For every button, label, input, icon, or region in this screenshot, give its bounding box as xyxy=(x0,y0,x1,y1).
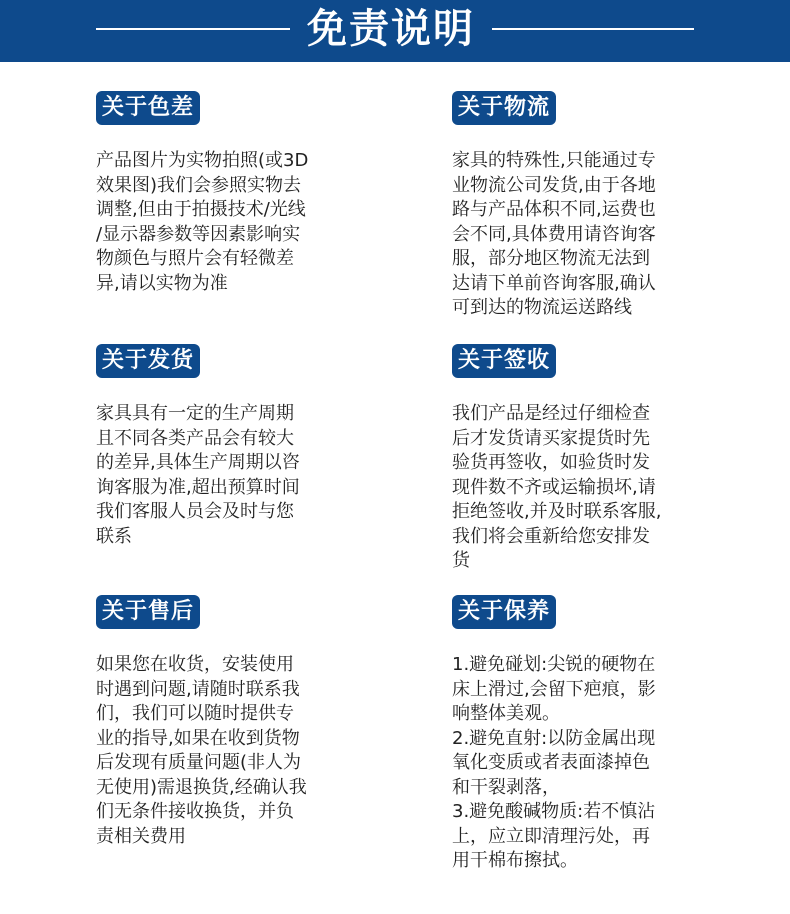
section-title-badge: 关于色差 xyxy=(96,91,200,125)
section-title-badge: 关于签收 xyxy=(452,344,556,378)
section-body: 家具具有一定的生产周期 且不同各类产品会有较大 的差异,具体生产周期以咨 询客服为准,超出预算时间 我们客服人员会及时与您 联系 xyxy=(96,403,300,547)
header-divider-right xyxy=(492,28,694,30)
section-body: 我们产品是经过仔细检查 后才发货请买家提货时先 验货再签收，如验货时发 现件数不齐或运输损坏,请 拒绝签收,并及时联系客服, 我们将会重新给您安排发 货 xyxy=(452,403,662,571)
section-body: 如果您在收货，安装使用 时遇到问题,请随时联系我 们，我们可以随时提供专 业的指导,如果在收到货物 后发现有质量问题(非人为 无使用)需退换货,经确认我 们无条件接收换货，并负 责相关费用 xyxy=(96,654,307,847)
section-title-badge: 关于售后 xyxy=(96,595,200,629)
section-shipping xyxy=(96,344,396,549)
header-divider-left xyxy=(96,28,290,30)
section-after-sales xyxy=(96,595,396,849)
section-body: 产品图片为实物拍照(或3D 效果图)我们会参照实物去 调整,但由于拍摄技术/光线 /显示器参数等因素影响实 物颜色与照片会有轻微差 异,请以实物为准 xyxy=(96,150,309,294)
page-title: 免责说明 xyxy=(307,6,475,52)
section-maintenance xyxy=(452,595,752,874)
section-title-badge: 关于保养 xyxy=(452,595,556,629)
section-title-badge: 关于物流 xyxy=(452,91,556,125)
section-body: 1.避免碰划:尖锐的硬物在 床上滑过,会留下疤痕，影 响整体美观。 2.避免直射:以防金属出现 氧化变质或者表面漆掉色 和干裂剥落， 3.避免酸碱物质:若不慎沾 上，应立即清理污处，再 用干棉布擦拭。 xyxy=(452,654,656,871)
section-color-difference xyxy=(96,91,396,296)
section-receipt xyxy=(452,344,752,574)
section-body: 家具的特殊性,只能通过专 业物流公司发货,由于各地 路与产品体积不同,运费也 会不同,具体费用请咨询客 服，部分地区物流无法到 达请下单前咨询客服,确认 可到达的物流运送路线 xyxy=(452,150,656,318)
section-title-badge: 关于发货 xyxy=(96,344,200,378)
header-banner xyxy=(0,0,790,62)
section-logistics xyxy=(452,91,752,321)
